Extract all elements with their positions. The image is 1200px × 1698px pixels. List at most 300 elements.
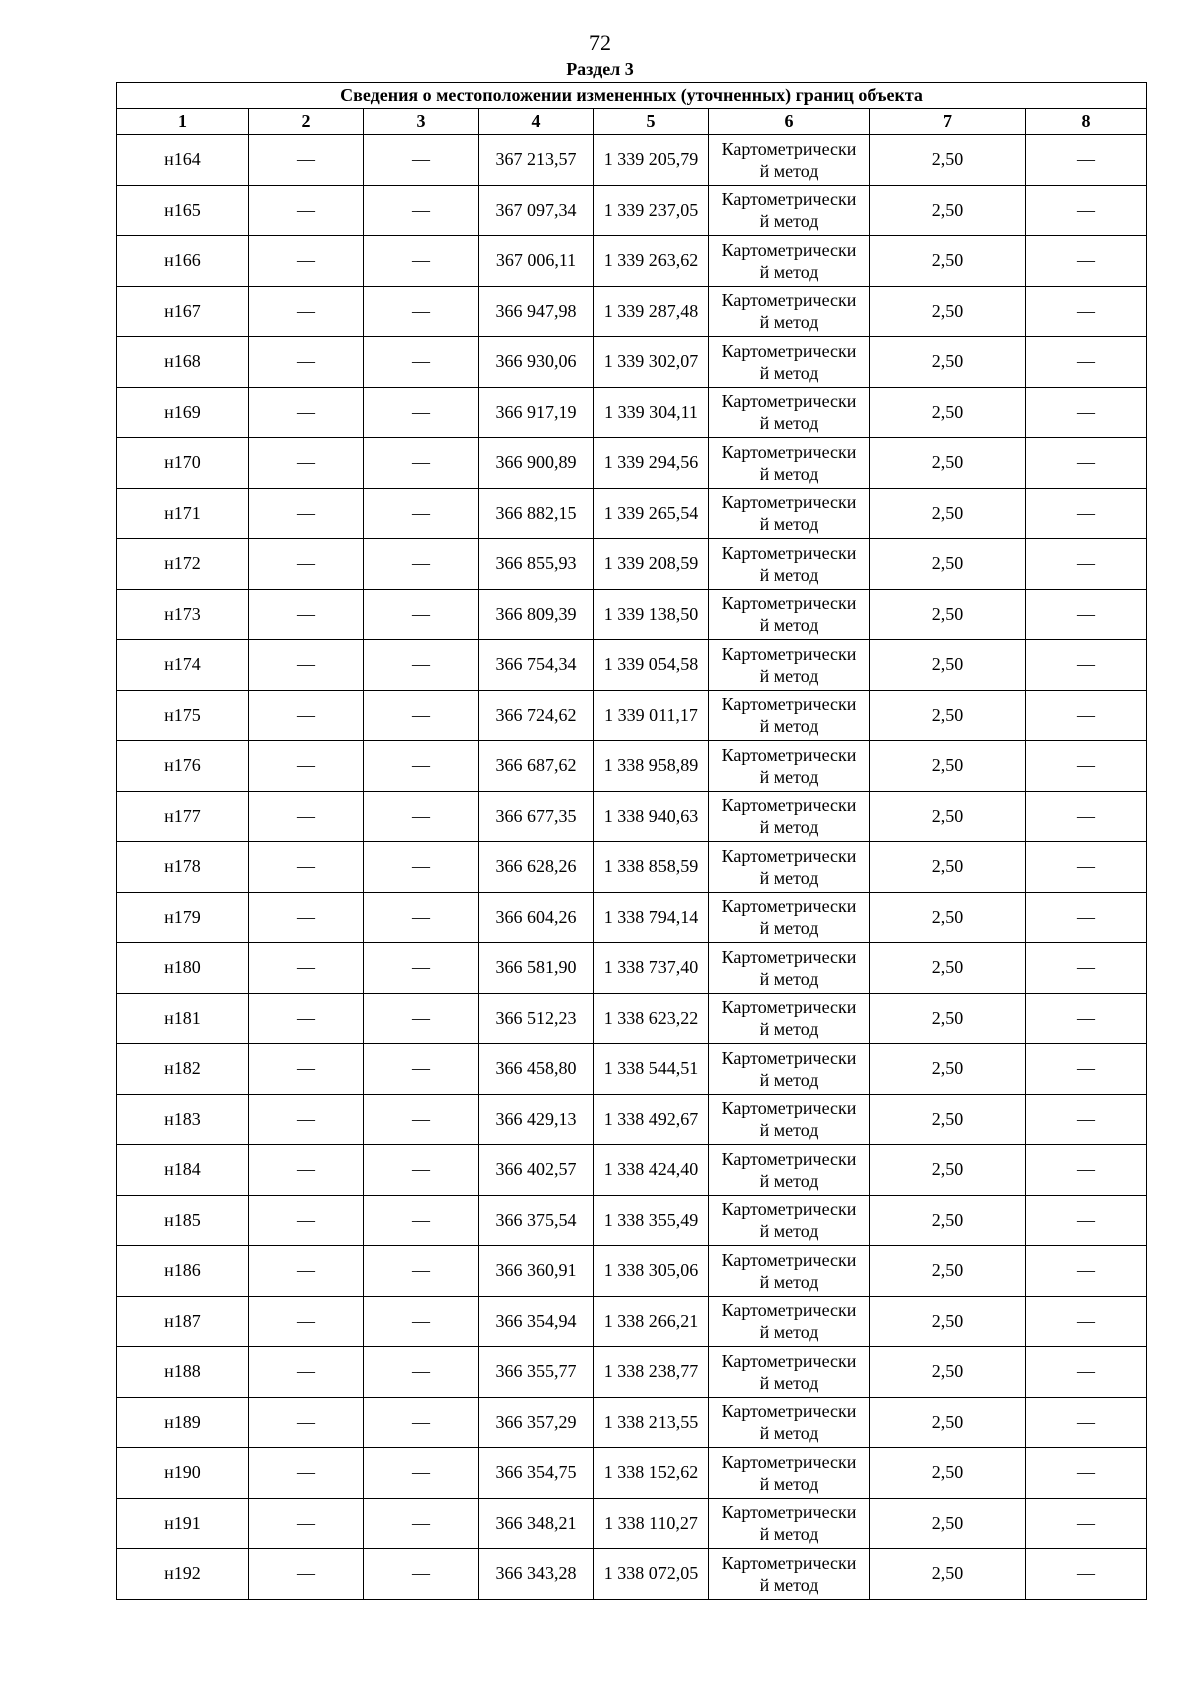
table-row	[117, 1347, 1147, 1398]
point-number-cell: н175	[117, 690, 249, 741]
precision-cell: 2,50	[870, 690, 1026, 741]
point-number-cell: н185	[117, 1195, 249, 1246]
point-number-cell: н183	[117, 1094, 249, 1145]
column-header-row	[117, 109, 1147, 135]
y-coordinate-cell: 1 339 265,54	[594, 488, 709, 539]
x-coordinate-cell: 366 512,23	[479, 993, 594, 1044]
point-number-cell: н173	[117, 589, 249, 640]
precision-cell: 2,50	[870, 943, 1026, 994]
method-text-line-1: Картометрически	[721, 1552, 857, 1573]
column-8-cell: —	[1026, 337, 1147, 388]
y-coordinate-cell: 1 338 238,77	[594, 1347, 709, 1398]
column-8-cell: —	[1026, 1195, 1147, 1246]
column-8-cell: —	[1026, 1145, 1147, 1196]
column-8-cell: —	[1026, 1094, 1147, 1145]
method-text-line-1: Картометрически	[721, 542, 857, 563]
precision-cell: 2,50	[870, 993, 1026, 1044]
table-row	[117, 1145, 1147, 1196]
x-coordinate-cell: 367 006,11	[479, 236, 594, 287]
method-text-line-2: й метод	[759, 1069, 819, 1090]
column-3-cell: —	[364, 488, 479, 539]
column-3-cell: —	[364, 892, 479, 943]
column-3-cell: —	[364, 1195, 479, 1246]
y-coordinate-cell: 1 339 208,59	[594, 539, 709, 590]
method-text-line-2: й метод	[759, 463, 819, 484]
y-coordinate-cell: 1 339 304,11	[594, 387, 709, 438]
x-coordinate-cell: 366 355,77	[479, 1347, 594, 1398]
table-row	[117, 589, 1147, 640]
table-row	[117, 943, 1147, 994]
table-row	[117, 438, 1147, 489]
method-cell	[709, 286, 870, 337]
method-text-line-2: й метод	[759, 362, 819, 383]
column-2-cell: —	[249, 1195, 364, 1246]
x-coordinate-cell: 367 097,34	[479, 185, 594, 236]
table-row	[117, 1195, 1147, 1246]
x-coordinate-cell: 366 357,29	[479, 1397, 594, 1448]
point-number-cell: н165	[117, 185, 249, 236]
method-cell	[709, 640, 870, 691]
point-number-cell: н171	[117, 488, 249, 539]
column-2-cell: —	[249, 842, 364, 893]
column-3-cell: —	[364, 337, 479, 388]
column-2-cell: —	[249, 640, 364, 691]
method-text-line-2: й метод	[759, 1322, 819, 1343]
method-text-line-2: й метод	[759, 564, 819, 585]
method-cell	[709, 1347, 870, 1398]
method-text-line-1: Картометрически	[721, 138, 857, 159]
column-2-cell: —	[249, 1094, 364, 1145]
column-8-cell: —	[1026, 438, 1147, 489]
y-coordinate-cell: 1 339 302,07	[594, 337, 709, 388]
precision-cell: 2,50	[870, 488, 1026, 539]
point-number-cell: н177	[117, 791, 249, 842]
precision-cell: 2,50	[870, 1145, 1026, 1196]
column-3-cell: —	[364, 1347, 479, 1398]
y-coordinate-cell: 1 338 266,21	[594, 1296, 709, 1347]
y-coordinate-cell: 1 339 237,05	[594, 185, 709, 236]
method-cell	[709, 1246, 870, 1297]
y-coordinate-cell: 1 338 110,27	[594, 1498, 709, 1549]
y-coordinate-cell: 1 338 072,05	[594, 1549, 709, 1600]
y-coordinate-cell: 1 338 544,51	[594, 1044, 709, 1095]
column-8-cell: —	[1026, 1044, 1147, 1095]
point-number-cell: н188	[117, 1347, 249, 1398]
x-coordinate-cell: 366 687,62	[479, 741, 594, 792]
table-row	[117, 286, 1147, 337]
method-text-line-1: Картометрически	[721, 1300, 857, 1321]
column-header-2: 2	[249, 109, 364, 135]
y-coordinate-cell: 1 338 623,22	[594, 993, 709, 1044]
column-2-cell: —	[249, 1397, 364, 1448]
table-row	[117, 1246, 1147, 1297]
column-8-cell: —	[1026, 1498, 1147, 1549]
x-coordinate-cell: 366 917,19	[479, 387, 594, 438]
method-text-line-1: Картометрически	[721, 997, 857, 1018]
column-8-cell: —	[1026, 185, 1147, 236]
column-2-cell: —	[249, 1448, 364, 1499]
x-coordinate-cell: 366 882,15	[479, 488, 594, 539]
method-cell	[709, 539, 870, 590]
column-8-cell: —	[1026, 993, 1147, 1044]
method-text-line-1: Картометрически	[721, 290, 857, 311]
column-3-cell: —	[364, 1397, 479, 1448]
column-3-cell: —	[364, 741, 479, 792]
table-row	[117, 1498, 1147, 1549]
table-row	[117, 185, 1147, 236]
x-coordinate-cell: 366 402,57	[479, 1145, 594, 1196]
y-coordinate-cell: 1 339 011,17	[594, 690, 709, 741]
precision-cell: 2,50	[870, 1448, 1026, 1499]
precision-cell: 2,50	[870, 1296, 1026, 1347]
table-row	[117, 488, 1147, 539]
y-coordinate-cell: 1 338 213,55	[594, 1397, 709, 1448]
method-text-line-1: Картометрически	[721, 946, 857, 967]
method-text-line-2: й метод	[759, 867, 819, 888]
method-text-line-1: Картометрически	[721, 643, 857, 664]
table-row	[117, 1448, 1147, 1499]
point-number-cell: н174	[117, 640, 249, 691]
method-cell	[709, 185, 870, 236]
method-text-line-2: й метод	[759, 1473, 819, 1494]
x-coordinate-cell: 366 354,94	[479, 1296, 594, 1347]
column-8-cell: —	[1026, 135, 1147, 186]
column-2-cell: —	[249, 943, 364, 994]
column-8-cell: —	[1026, 1549, 1147, 1600]
column-header-6: 6	[709, 109, 870, 135]
precision-cell: 2,50	[870, 1246, 1026, 1297]
method-cell	[709, 1397, 870, 1448]
table-row	[117, 387, 1147, 438]
point-number-cell: н168	[117, 337, 249, 388]
method-cell	[709, 791, 870, 842]
method-cell	[709, 892, 870, 943]
column-2-cell: —	[249, 185, 364, 236]
precision-cell: 2,50	[870, 1195, 1026, 1246]
table-caption: Сведения о местоположении измененных (уточненных) границ объекта	[117, 83, 1147, 109]
column-3-cell: —	[364, 135, 479, 186]
x-coordinate-cell: 366 375,54	[479, 1195, 594, 1246]
method-text-line-2: й метод	[759, 918, 819, 939]
column-3-cell: —	[364, 236, 479, 287]
column-3-cell: —	[364, 438, 479, 489]
column-8-cell: —	[1026, 1397, 1147, 1448]
column-3-cell: —	[364, 993, 479, 1044]
method-text-line-2: й метод	[759, 413, 819, 434]
table-row	[117, 741, 1147, 792]
method-text-line-1: Картометрически	[721, 896, 857, 917]
method-text-line-2: й метод	[759, 1120, 819, 1141]
precision-cell: 2,50	[870, 337, 1026, 388]
x-coordinate-cell: 366 360,91	[479, 1246, 594, 1297]
method-cell	[709, 993, 870, 1044]
column-2-cell: —	[249, 741, 364, 792]
method-text-line-1: Картометрически	[721, 340, 857, 361]
point-number-cell: н187	[117, 1296, 249, 1347]
column-3-cell: —	[364, 842, 479, 893]
column-8-cell: —	[1026, 1347, 1147, 1398]
column-3-cell: —	[364, 1145, 479, 1196]
column-3-cell: —	[364, 1296, 479, 1347]
column-3-cell: —	[364, 1044, 479, 1095]
precision-cell: 2,50	[870, 1549, 1026, 1600]
column-3-cell: —	[364, 640, 479, 691]
column-3-cell: —	[364, 1246, 479, 1297]
method-cell	[709, 1145, 870, 1196]
point-number-cell: н170	[117, 438, 249, 489]
column-3-cell: —	[364, 1549, 479, 1600]
column-2-cell: —	[249, 539, 364, 590]
y-coordinate-cell: 1 338 940,63	[594, 791, 709, 842]
table-row	[117, 892, 1147, 943]
x-coordinate-cell: 366 809,39	[479, 589, 594, 640]
method-text-line-2: й метод	[759, 766, 819, 787]
method-cell	[709, 236, 870, 287]
y-coordinate-cell: 1 339 294,56	[594, 438, 709, 489]
method-cell	[709, 135, 870, 186]
method-text-line-1: Картометрически	[721, 1451, 857, 1472]
method-text-line-2: й метод	[759, 514, 819, 535]
method-text-line-1: Картометрически	[721, 189, 857, 210]
method-text-line-1: Картометрически	[721, 694, 857, 715]
point-number-cell: н192	[117, 1549, 249, 1600]
precision-cell: 2,50	[870, 1044, 1026, 1095]
method-text-line-1: Картометрически	[721, 1502, 857, 1523]
method-cell	[709, 690, 870, 741]
point-number-cell: н178	[117, 842, 249, 893]
table-row	[117, 539, 1147, 590]
point-number-cell: н176	[117, 741, 249, 792]
x-coordinate-cell: 366 628,26	[479, 842, 594, 893]
column-8-cell: —	[1026, 842, 1147, 893]
y-coordinate-cell: 1 339 287,48	[594, 286, 709, 337]
method-text-line-2: й метод	[759, 615, 819, 636]
table-row	[117, 842, 1147, 893]
method-cell	[709, 488, 870, 539]
method-text-line-1: Картометрически	[721, 1401, 857, 1422]
table-row	[117, 1397, 1147, 1448]
method-text-line-2: й метод	[759, 211, 819, 232]
method-cell	[709, 337, 870, 388]
column-2-cell: —	[249, 1044, 364, 1095]
point-number-cell: н169	[117, 387, 249, 438]
column-8-cell: —	[1026, 589, 1147, 640]
column-8-cell: —	[1026, 539, 1147, 590]
method-cell	[709, 1195, 870, 1246]
method-text-line-1: Картометрически	[721, 1047, 857, 1068]
method-cell	[709, 1296, 870, 1347]
method-text-line-1: Картометрически	[721, 1199, 857, 1220]
column-2-cell: —	[249, 337, 364, 388]
point-number-cell: н181	[117, 993, 249, 1044]
method-text-line-1: Картометрически	[721, 1350, 857, 1371]
x-coordinate-cell: 366 429,13	[479, 1094, 594, 1145]
method-text-line-2: й метод	[759, 968, 819, 989]
point-number-cell: н166	[117, 236, 249, 287]
column-2-cell: —	[249, 892, 364, 943]
column-8-cell: —	[1026, 791, 1147, 842]
y-coordinate-cell: 1 339 054,58	[594, 640, 709, 691]
precision-cell: 2,50	[870, 791, 1026, 842]
column-2-cell: —	[249, 135, 364, 186]
method-text-line-2: й метод	[759, 716, 819, 737]
column-3-cell: —	[364, 690, 479, 741]
table-row	[117, 236, 1147, 287]
column-3-cell: —	[364, 1498, 479, 1549]
column-3-cell: —	[364, 387, 479, 438]
method-cell	[709, 1549, 870, 1600]
x-coordinate-cell: 366 348,21	[479, 1498, 594, 1549]
column-8-cell: —	[1026, 1246, 1147, 1297]
column-2-cell: —	[249, 1498, 364, 1549]
x-coordinate-cell: 366 724,62	[479, 690, 594, 741]
column-header-4: 4	[479, 109, 594, 135]
column-3-cell: —	[364, 589, 479, 640]
method-text-line-2: й метод	[759, 665, 819, 686]
precision-cell: 2,50	[870, 438, 1026, 489]
method-text-line-1: Картометрически	[721, 795, 857, 816]
column-8-cell: —	[1026, 387, 1147, 438]
column-8-cell: —	[1026, 488, 1147, 539]
precision-cell: 2,50	[870, 539, 1026, 590]
precision-cell: 2,50	[870, 892, 1026, 943]
x-coordinate-cell: 366 677,35	[479, 791, 594, 842]
column-2-cell: —	[249, 1549, 364, 1600]
precision-cell: 2,50	[870, 1347, 1026, 1398]
precision-cell: 2,50	[870, 1498, 1026, 1549]
table-row	[117, 640, 1147, 691]
column-2-cell: —	[249, 993, 364, 1044]
method-cell	[709, 943, 870, 994]
method-text-line-2: й метод	[759, 1423, 819, 1444]
method-text-line-1: Картометрически	[721, 593, 857, 614]
precision-cell: 2,50	[870, 1397, 1026, 1448]
x-coordinate-cell: 366 754,34	[479, 640, 594, 691]
method-text-line-1: Картометрически	[721, 391, 857, 412]
precision-cell: 2,50	[870, 741, 1026, 792]
column-3-cell: —	[364, 791, 479, 842]
column-2-cell: —	[249, 1296, 364, 1347]
table-row	[117, 791, 1147, 842]
column-2-cell: —	[249, 286, 364, 337]
x-coordinate-cell: 366 900,89	[479, 438, 594, 489]
x-coordinate-cell: 367 213,57	[479, 135, 594, 186]
method-cell	[709, 842, 870, 893]
method-cell	[709, 1448, 870, 1499]
method-text-line-1: Картометрически	[721, 492, 857, 513]
column-2-cell: —	[249, 1246, 364, 1297]
method-text-line-1: Картометрически	[721, 239, 857, 260]
table-row	[117, 1296, 1147, 1347]
point-number-cell: н184	[117, 1145, 249, 1196]
column-8-cell: —	[1026, 236, 1147, 287]
table-body	[117, 135, 1147, 1600]
y-coordinate-cell: 1 339 138,50	[594, 589, 709, 640]
column-header-5: 5	[594, 109, 709, 135]
table-row	[117, 337, 1147, 388]
column-header-8: 8	[1026, 109, 1147, 135]
method-cell	[709, 438, 870, 489]
y-coordinate-cell: 1 338 794,14	[594, 892, 709, 943]
table-row	[117, 135, 1147, 186]
x-coordinate-cell: 366 947,98	[479, 286, 594, 337]
y-coordinate-cell: 1 338 737,40	[594, 943, 709, 994]
method-text-line-1: Картометрически	[721, 441, 857, 462]
y-coordinate-cell: 1 338 355,49	[594, 1195, 709, 1246]
column-8-cell: —	[1026, 640, 1147, 691]
method-text-line-2: й метод	[759, 312, 819, 333]
boundary-coordinates-table	[116, 82, 1147, 1600]
column-2-cell: —	[249, 387, 364, 438]
method-text-line-2: й метод	[759, 1019, 819, 1040]
precision-cell: 2,50	[870, 286, 1026, 337]
column-2-cell: —	[249, 488, 364, 539]
method-cell	[709, 589, 870, 640]
precision-cell: 2,50	[870, 236, 1026, 287]
column-3-cell: —	[364, 286, 479, 337]
method-text-line-2: й метод	[759, 1372, 819, 1393]
x-coordinate-cell: 366 354,75	[479, 1448, 594, 1499]
column-2-cell: —	[249, 1145, 364, 1196]
table-row	[117, 1044, 1147, 1095]
method-text-line-2: й метод	[759, 1574, 819, 1595]
column-8-cell: —	[1026, 892, 1147, 943]
method-cell	[709, 1044, 870, 1095]
page-number: 72	[589, 30, 611, 55]
point-number-cell: н182	[117, 1044, 249, 1095]
y-coordinate-cell: 1 338 492,67	[594, 1094, 709, 1145]
method-text-line-2: й метод	[759, 261, 819, 282]
method-text-line-2: й метод	[759, 1170, 819, 1191]
method-text-line-2: й метод	[759, 1524, 819, 1545]
column-2-cell: —	[249, 589, 364, 640]
point-number-cell: н167	[117, 286, 249, 337]
point-number-cell: н180	[117, 943, 249, 994]
column-8-cell: —	[1026, 286, 1147, 337]
x-coordinate-cell: 366 343,28	[479, 1549, 594, 1600]
precision-cell: 2,50	[870, 589, 1026, 640]
x-coordinate-cell: 366 930,06	[479, 337, 594, 388]
column-3-cell: —	[364, 1448, 479, 1499]
column-8-cell: —	[1026, 943, 1147, 994]
x-coordinate-cell: 366 855,93	[479, 539, 594, 590]
method-text-line-1: Картометрически	[721, 1148, 857, 1169]
method-text-line-1: Картометрически	[721, 744, 857, 765]
precision-cell: 2,50	[870, 1094, 1026, 1145]
point-number-cell: н186	[117, 1246, 249, 1297]
method-text-line-2: й метод	[759, 1271, 819, 1292]
precision-cell: 2,50	[870, 135, 1026, 186]
x-coordinate-cell: 366 581,90	[479, 943, 594, 994]
column-3-cell: —	[364, 185, 479, 236]
precision-cell: 2,50	[870, 640, 1026, 691]
method-text-line-2: й метод	[759, 160, 819, 181]
method-text-line-1: Картометрически	[721, 1249, 857, 1270]
column-3-cell: —	[364, 943, 479, 994]
column-2-cell: —	[249, 791, 364, 842]
table-row	[117, 1549, 1147, 1600]
method-text-line-1: Картометрически	[721, 1098, 857, 1119]
table-row	[117, 1094, 1147, 1145]
point-number-cell: н190	[117, 1448, 249, 1499]
table-row	[117, 690, 1147, 741]
y-coordinate-cell: 1 338 305,06	[594, 1246, 709, 1297]
column-3-cell: —	[364, 539, 479, 590]
y-coordinate-cell: 1 338 858,59	[594, 842, 709, 893]
method-cell	[709, 1498, 870, 1549]
column-2-cell: —	[249, 236, 364, 287]
y-coordinate-cell: 1 338 424,40	[594, 1145, 709, 1196]
